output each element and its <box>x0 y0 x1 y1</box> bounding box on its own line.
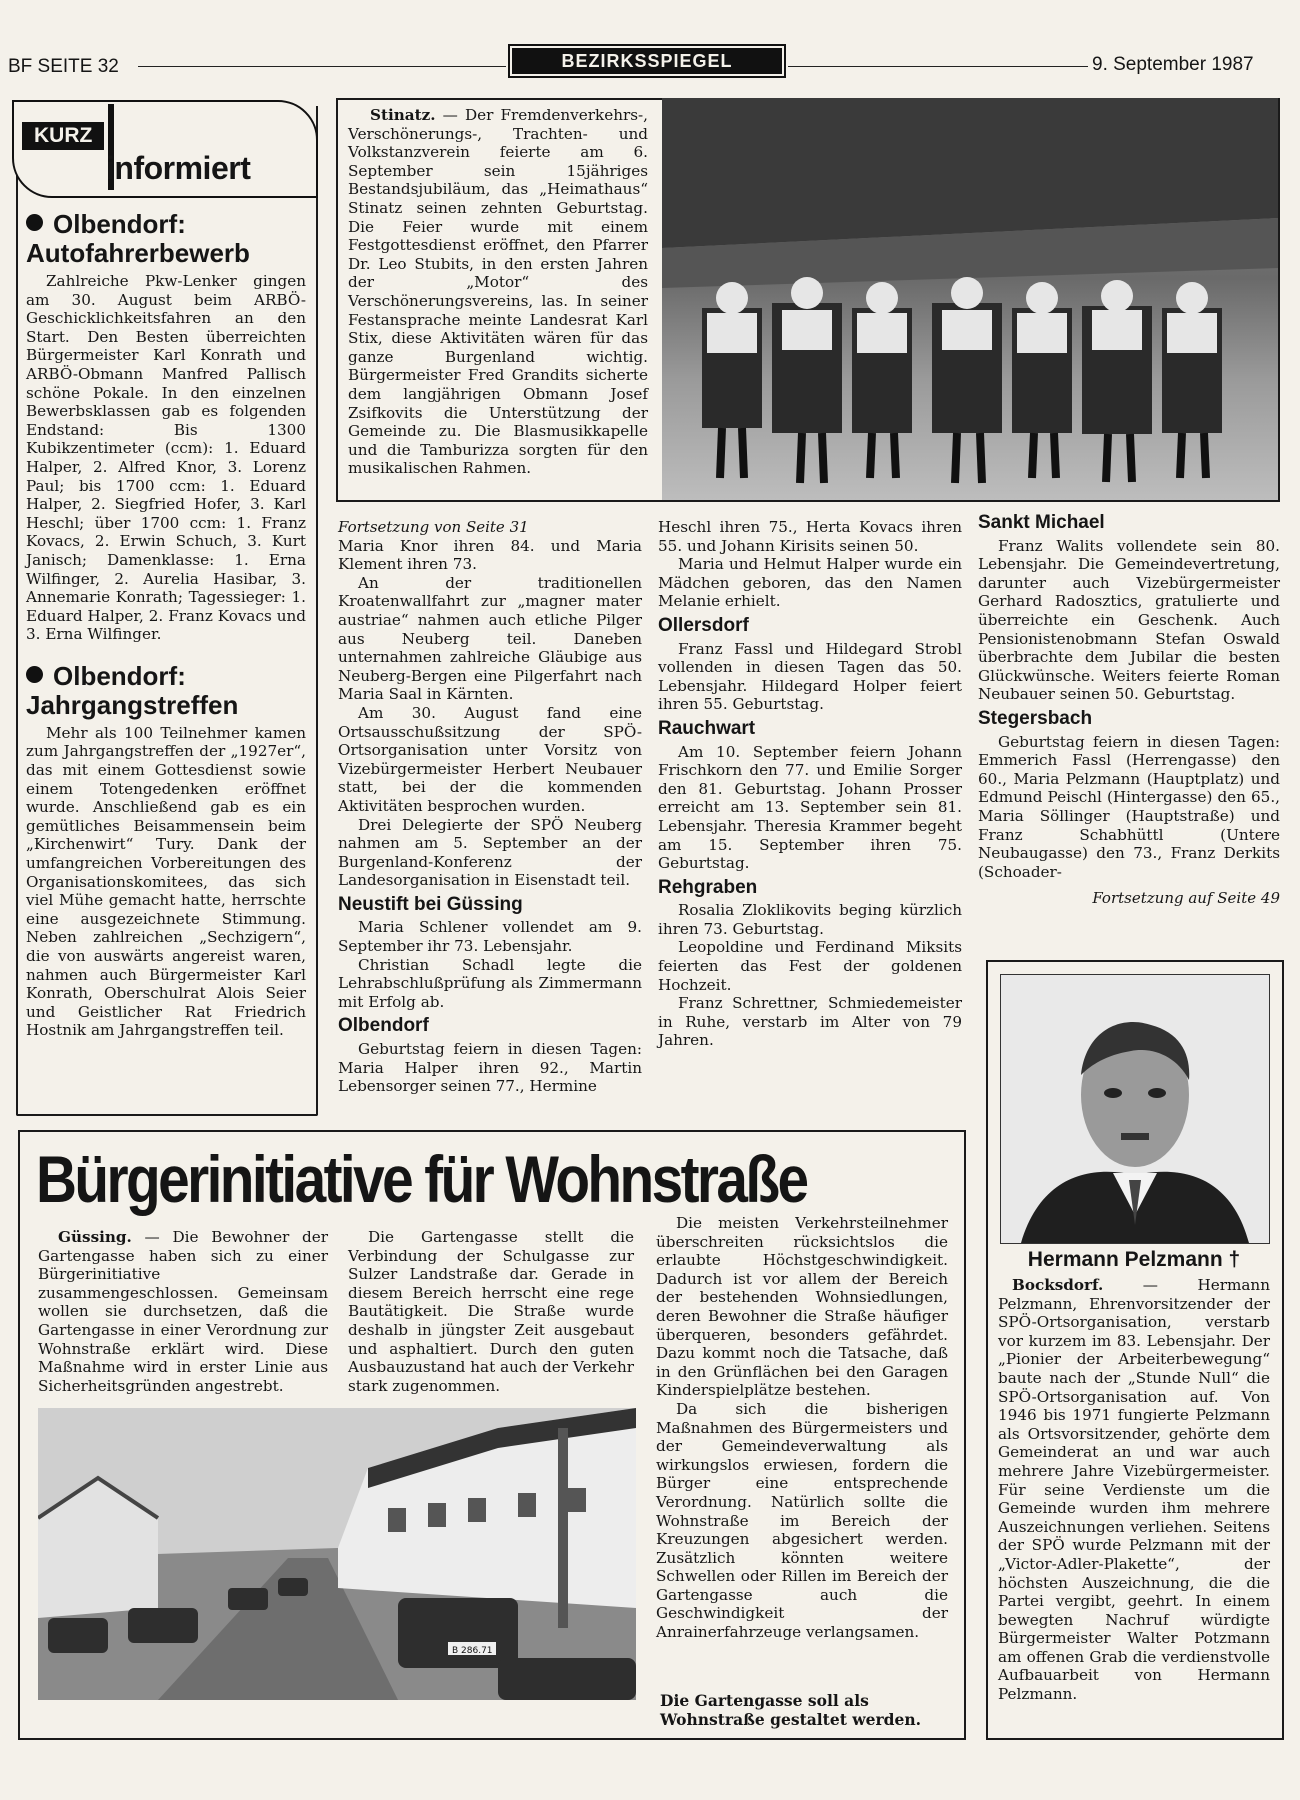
stinatz-text: Stinatz. — Der Fremdenverkehrs-, Verschönerungs-, Trachten- und Volkstanzverein feierte am 6. September sein 15jähriges Bestandsjubiläum, das „Heimathaus“ Stinatz seinen zehnten Geburtstag. Die Feier wurde mit einem Festgottesdienst eröffnet, den Pfarrer Dr. Leo Stubits, in den ersten Jahren der „Motor“ des Verschönerungsvereins, las. In seiner Festansprache meinte Landesrat Karl Stix, diese Aktivitäten wären für das ganze Burgenland wichtig. Bürgermeister Fred Grandits sicherte dem langjährigen Obmann Josef Zsifkovits die Unterstützung der Gemeinde zu. Die Blasmusikkapelle und die Tamburizza sorgten für den musikalischen Rahmen. <box>348 106 648 478</box>
kurz-article-2-title: Olbendorf: Jahrgangstreffen <box>26 660 239 720</box>
obituary-place: Bocksdorf. <box>1012 1276 1104 1294</box>
license-plate: B 286.71 <box>452 1646 493 1656</box>
kurz-article-1-title: Olbendorf: Autofahrerbewerb <box>26 209 250 268</box>
main-caption: Die Gartengasse soll als Wohnstraße gestaltet werden. <box>660 1691 921 1729</box>
column-2: Fortsetzung von Seite 31 Maria Knor ihren 84. und Maria Klement ihren 73. An der traditionellen Kroatenwallfahrt zur „magner mater austriae“ nahmen auch etliche Pilger aus Neuberg teil. Daneben unternahmen zahlreiche Gläubige aus Neuberg-Bergen eine Pilgerfahrt nach Maria Saal in Kärnten. Am 30. August fand eine Ortsausschußsitzung der SPÖ-Ortsorganisation unter Vorsitz von Vizebürgermeister Herbert Neubauer statt, bei der die kommenden Aktivitäten besprochen wurden. Drei Delegierte der SPÖ Neuberg nahmen am 5. September an der Burgenland-Konferenz der Landesorganisation in Eisenstadt teil. Neustift bei Güssing Maria Schlener vollendet am 9. September ihr 73. Lebensjahr. Christian Schadl legte die Lehrabschlußprüfung als Zimmermann mit Erfolg ab. Olbendorf Geburtstag feiern in diesen Tagen: Maria Halper ihren 92., Martin Lebensorger seinen 77., Hermine <box>338 518 642 1096</box>
bullet-icon <box>26 214 43 231</box>
column-3: Heschl ihren 75., Herta Kovacs ihren 55. und Johann Kirisits seinen 50. Maria und Helmut Halper wurde ein Mädchen geboren, das den Namen Melanie erhielt. Ollersdorf Franz Fassl und Hildegard Strobl vollenden in diesen Tagen das 50. Lebensjahr. Hildegard Holper feiert ihren 55. Geburtstag. Rauchwart Am 10. September feiern Johann Frischkorn den 77. und Emilie Sorger den 81. Geburtstag. Johann Prosser erreicht am 13. September sein 81. Lebensjahr. Theresia Krammer begeht am 15. September ihren 75. Geburtstag. Rehgraben Rosalia Zloklikovits beging kürzlich ihren 73. Geburtstag. Leopoldine und Ferdinand Miksits feierten das Fest der goldenen Hochzeit. Franz Schrettner, Schmiedemeister in Ruhe, verstarb im Alter von 79 Jahren. <box>658 518 962 1050</box>
column-4: Sankt Michael Franz Walits vollendete sein 80. Lebensjahr. Die Gemeindevertretung, darunter auch Vizebürgermeister Gerhard Radosztics, gratulierte und überreichte ein Geschenk. Auch Pensionistenobmann Stefan Oswald überbrachte dem Jubilar die besten Glückwünsche. Weiters feierte Roman Neubauer seinen 50. Geburtstag. Stegersbach Geburtstag feiern in diesen Tagen: Emmerich Fassl (Herrengasse) den 60., Maria Pelzmann (Hauptplatz) und Edmund Peischl (Hintergasse) den 65., Maria Söllinger (Hauptstraße) und Franz Schabhüttl (Untere Neubaugasse) den 73., Franz Derkits (Schoader- Fortsetzung auf Seite 49 <box>978 512 1280 908</box>
bullet-icon <box>26 666 43 683</box>
main-column-3: Die meisten Verkehrsteilnehmer überschreiten rücksichtslos die erlaubte Höchstgeschwindigkeit. Dadurch ist vor allem der Bereich der bestehenden Wohnsiedlungen, deren Bewohner die Straße häufiger überqueren, besonders gefährdet. Dazu kommt noch die Tatsache, daß in den Grünflächen bei den Garagen Kinderspielplätze bestehen. Da sich die bisherigen Maßnahmen des Bürgermeisters und der Gemeindeverwaltung als wirkungslos erwiesen, fordern die Bürger eine entsprechende Verordnung. Natürlich sollte die Wohnstraße im Bereich der Kreuzungen abgesichert werden. Zusätzlich könnten weitere Schwellen oder Rillen im Bereich der Gartengasse auch die Geschwindigkeit der Anrainerfahrzeuge verlangsamen. <box>656 1214 948 1642</box>
page-number: BF SEITE 32 <box>8 56 119 77</box>
main-column-1: Güssing. — Die Bewohner der Gartengasse haben sich zu einer Bürgerinitiative zusammengeschlossen. Gemeinsam wollen sie durchsetzen, daß die Gartengasse in einer Verordnung zur Wohnstraße erklärt wird. Diese Maßnahme wird in erster Linie aus Sicherheitsgründen angestrebt. <box>38 1228 328 1395</box>
main-headline: Bürgerinitiative für Wohnstraße <box>36 1142 807 1216</box>
header-rule-right <box>788 66 1088 67</box>
header-rule-left <box>138 66 506 67</box>
kurz-article-1-text: Zahlreiche Pkw-Lenker gingen am 30. August beim ARBÖ-Geschicklichkeitsfahren an den Start. Den Besten überreichten Bürgermeister Karl Konrath und ARBÖ-Obmann Manfred Pallisch schöne Pokale. In den einzelnen Bewerbsklassen gab es folgenden Endstand: Bis 1300 Kubikzentimeter (ccm): 1. Eduard Halper, 2. Alfred Knor, 3. Lorenz Paul; bis 1700 ccm: 1. Eduard Halper, 2. Siegfried Hofer, 3. Karl Heschl; über 1700 ccm: 1. Franz Kovacs, 2. Erwin Schuch, 3. Kurt Janisch; Damenklasse: 1. Erna Wilfinger, 2. Aurelia Hasibar, 3. Annemarie Konrath; Tagessieger: 1. Eduard Halper, 2. Franz Kovacs und 3. Erna Wilfinger. <box>26 272 306 644</box>
heading-olbendorf: Olbendorf <box>338 1015 429 1037</box>
kurz-content <box>26 200 306 1040</box>
portrait-photo-graphic <box>1001 975 1269 1243</box>
heading-rauchwart: Rauchwart <box>658 717 756 739</box>
stinatz-place: Stinatz. <box>370 106 436 124</box>
kurz-logo-label: KURZ <box>22 122 104 150</box>
heading-sankt-michael: Sankt Michael <box>978 512 1105 533</box>
heading-rehgraben: Rehgraben <box>658 876 758 898</box>
section-banner <box>508 44 786 78</box>
street-photo-graphic <box>38 1408 636 1700</box>
main-place: Güssing. <box>58 1228 132 1246</box>
portrait-photo <box>1000 974 1270 1244</box>
continued-from-note: Fortsetzung von Seite 31 <box>338 518 529 536</box>
street-photo <box>38 1408 636 1700</box>
heading-ollersdorf: Ollersdorf <box>658 614 749 636</box>
heading-stegersbach: Stegersbach <box>978 707 1093 729</box>
kurz-article-2-text: Mehr als 100 Teilnehmer kamen zum Jahrgangstreffen der „1927er“, das mit einem Gottesdienst sowie einem Totengedenken eröffnet wurde. Anschließend gab es ein gemütliches Beisammensein beim „Kirchenwirt“ Tury. Dank der umfangreichen Vorbereitungen des Organisationskomitees, das sich viel Mühe gemacht hatte, herrschte eine ausgezeichnete Stimmung. Neben zahlreichen „Sechzigern“, die von auswärts angereist waren, nahmen auch Bürgermeister Karl Konrath, Oberschulrat Alois Seier und Geistlicher Rat Friedrich Hostnik am Jahrgangstreffen teil. <box>26 723 306 1040</box>
continued-to-note: Fortsetzung auf Seite 49 <box>1092 889 1280 908</box>
obituary-text: Bocksdorf. — Hermann Pelzmann, Ehrenvorsitzender der SPÖ-Ortsorganisation, verstarb vor kurzem im 83. Lebensjahr. Der „Pionier der Arbeiterbewegung“ baute nach der „Stunde Null“ die SPÖ-Ortsorganisation auf. Von 1946 bis 1971 fungierte Pelzmann als Ortsvorsitzender, gehörte dem Gemeinderat an und war auch mehrere Jahre Vizebürgermeister. Für seine Verdienste um die Gemeinde wurden ihm mehrere Auszeichnungen verliehen. Seitens der SPÖ wurde Pelzmann mit der „Victor-Adler-Plakette“, der höchsten Auszeichnung, die die Partei vergibt, geehrt. In einem bewegten Nachruf würdigte Bürgermeister Walter Potzmann am offenen Grab die verdienstvolle Aufbauarbeit von Hermann Pelzmann. <box>998 1276 1270 1704</box>
folk-dance-photo-graphic <box>662 98 1278 500</box>
kurz-logo-word: informiert <box>106 150 251 186</box>
main-column-2: Die Gartengasse stellt die Verbindung der Schulgasse zur Sulzer Landstraße dar. Gerade in diesem Bereich herrscht eine rege Bautätigkeit. Die Straße wurde deshalb in jüngster Zeit ausgebaut und asphaltiert. Durch den guten Ausbauzustand hat auch der Verkehr stark zugenommen. <box>348 1228 634 1395</box>
section-banner-label: BEZIRKSSPIEGEL <box>512 48 782 74</box>
obituary-name: Hermann Pelzmann † <box>1027 1248 1241 1271</box>
heading-neustift: Neustift bei Güssing <box>338 893 523 915</box>
folk-dance-photo <box>662 98 1278 500</box>
issue-date: 9. September 1987 <box>1092 54 1254 75</box>
